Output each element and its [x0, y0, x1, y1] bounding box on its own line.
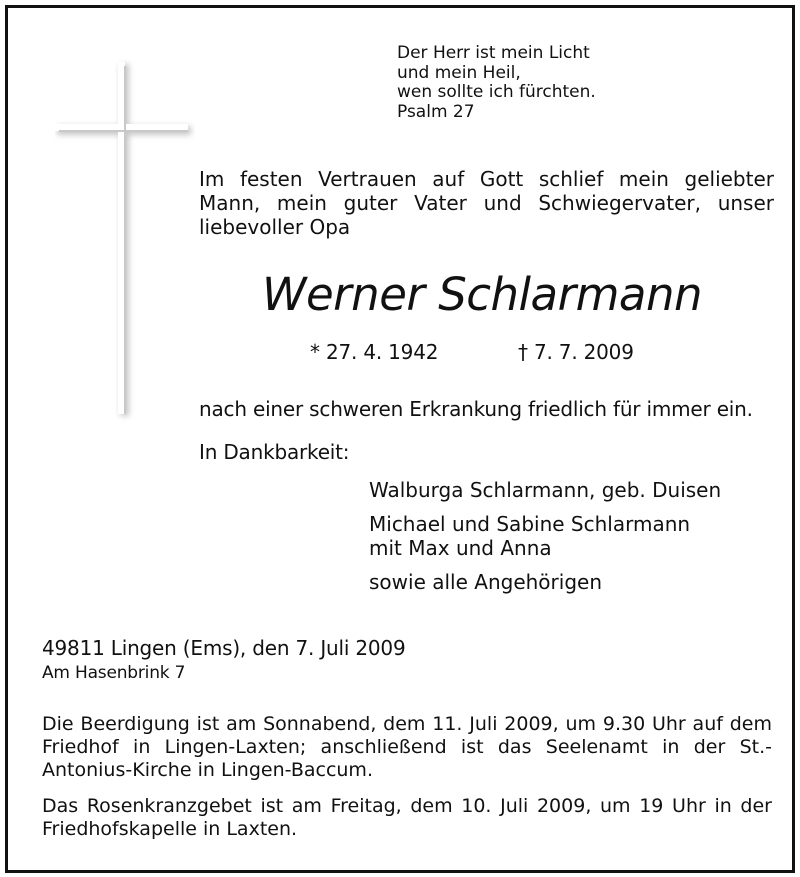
- birth-date: * 27. 4. 1942: [310, 340, 439, 364]
- intro-text: Im festen Vertrauen auf Gott schlief mein geliebter Mann, mein guter Vater und Schwiegervater, unser liebevoller Opa: [199, 167, 774, 239]
- psalm-reference: Psalm 27: [397, 101, 475, 122]
- cross-icon: [55, 58, 195, 423]
- gratitude-label: In Dankbarkeit:: [199, 440, 350, 464]
- psalm-line: und mein Heil,: [397, 62, 521, 83]
- survivor-entry: mit Max und Anna: [369, 536, 552, 560]
- psalm-verse: [397, 44, 596, 122]
- psalm-line: wen sollte ich fürchten.: [397, 82, 596, 102]
- rosary-info: Das Rosenkranzgebet ist am Freitag, dem 10. Juli 2009, um 19 Uhr in der Friedhofskapelle in Laxten.: [42, 795, 772, 840]
- death-date: † 7. 7. 2009: [518, 340, 634, 364]
- survivor-entry: Walburga Schlarmann, geb. Duisen: [369, 478, 722, 502]
- passing-text: nach einer schweren Erkrankung friedlich für immer ein.: [199, 397, 753, 421]
- deceased-name: Werner Schlarmann: [262, 268, 703, 321]
- survivor-entry: sowie alle Angehörigen: [369, 570, 602, 594]
- psalm-line: Der Herr ist mein Licht: [397, 43, 590, 63]
- place-date: 49811 Lingen (Ems), den 7. Juli 2009: [42, 636, 406, 660]
- survivor-entry: Michael und Sabine Schlarmann: [369, 512, 691, 536]
- survivors-list: [369, 478, 721, 604]
- funeral-info: Die Beerdigung ist am Sonnabend, dem 11. Juli 2009, um 9.30 Uhr auf dem Friedhof in Lingen-Laxten; anschließend ist das Seelenamt in der St.-Antonius-Kirche in Lingen-Baccum.: [42, 713, 772, 781]
- address: Am Hasenbrink 7: [42, 663, 186, 683]
